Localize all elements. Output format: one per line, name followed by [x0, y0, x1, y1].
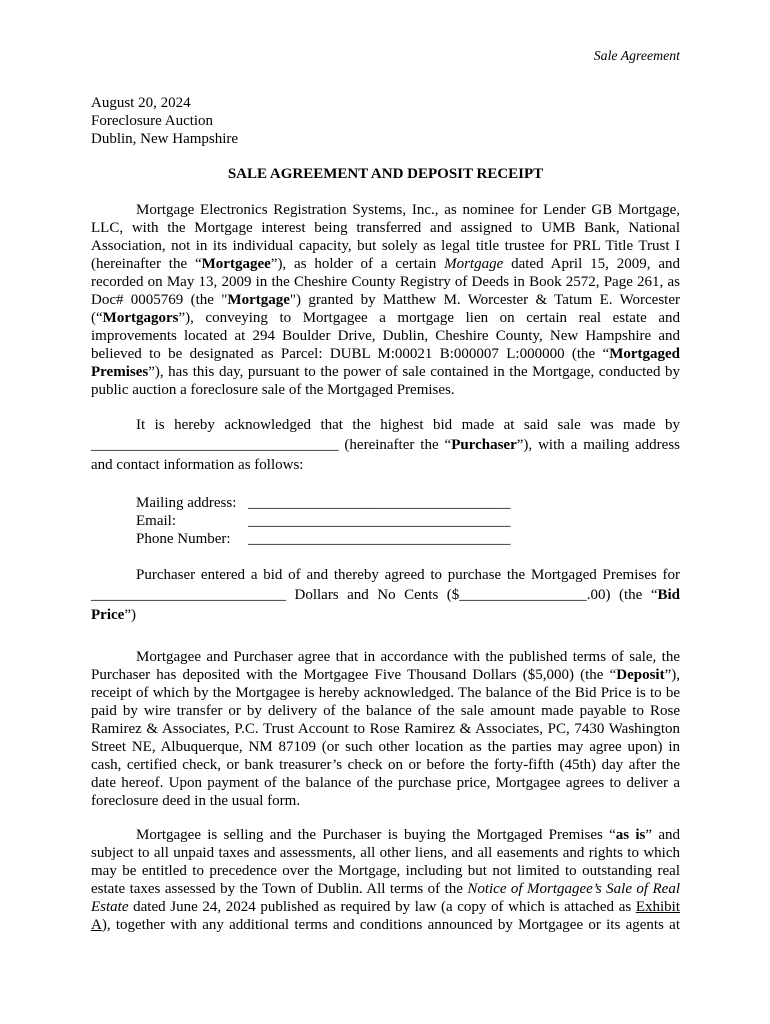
text-run: Mortgage Electronics Registration Systems, Inc., as nominee for Lender GB Mortgage,	[136, 202, 680, 218]
text-run: Mortgagee is selling and the Purchaser is buying the Mortgaged Premises “	[136, 827, 616, 843]
text-run: date hereof. Upon payment of the balance of the purchase price, Mortgagee agrees to deliver a	[91, 775, 680, 791]
text-run: (“	[91, 310, 103, 326]
paragraph-line	[91, 255, 680, 273]
text-run: ”)	[124, 607, 136, 623]
paragraph-line	[91, 237, 680, 255]
paragraph-line	[91, 585, 680, 605]
text-run: ”), has this day, pursuant to the power of sale contained in the Mortgage, conducted by	[148, 364, 680, 380]
paragraph-line	[91, 455, 680, 475]
dateline	[91, 94, 680, 148]
text-run: foreclosure deed in the usual form.	[91, 793, 301, 809]
as-is-paragraph	[91, 826, 680, 934]
italic-term: Mortgage	[444, 256, 504, 272]
auction-type: Foreclosure Auction	[91, 113, 214, 129]
paragraph-line	[91, 435, 680, 455]
paragraph-line	[91, 720, 680, 738]
paragraph-line	[91, 898, 680, 916]
text-run: It is hereby acknowledged that the highest bid made at said sale was made by	[136, 417, 680, 433]
paragraph-line	[91, 916, 680, 934]
defined-term: Deposit	[616, 667, 665, 683]
paragraph-line	[91, 327, 680, 345]
field-blank-line: ___________________________________	[248, 513, 511, 529]
text-run: Doc# 0005769 (the "	[91, 292, 228, 308]
paragraph-line	[91, 273, 680, 291]
text-run: ”), conveying to Mortgagee a mortgage lien on certain real estate and	[178, 310, 680, 326]
paragraph-line	[91, 309, 680, 327]
notice-title: Estate	[91, 899, 129, 915]
text-run: improvements located at 294 Boulder Drive, Dublin, Cheshire County, New Hampshire and	[91, 328, 680, 344]
auction-location: Dublin, New Hampshire	[91, 131, 239, 147]
auction-date: August 20, 2024	[91, 95, 191, 111]
text-run: receipt of which by the Mortgagee is hereby acknowledged. The balance of the Bid Price is to be	[91, 685, 680, 701]
text-run: believed to be designated as Parcel: DUBL M:00021 B:000007 L:000000 (the “	[91, 346, 610, 362]
purchaser-acknowledgement-paragraph	[91, 415, 680, 475]
text-run: Purchaser has deposited with the Mortgagee Five Thousand Dollars ($5,000) (the “	[91, 667, 617, 683]
text-run: dated April 15, 2009, and	[503, 256, 680, 272]
paragraph-line	[91, 702, 680, 720]
text-run: Mortgagee and Purchaser agree that in accordance with the published terms of sale, the	[136, 649, 680, 665]
text-run: and contact information as follows:	[91, 457, 304, 473]
paragraph-line	[91, 201, 680, 219]
paragraph-line	[91, 415, 680, 435]
text-run: Purchaser entered a bid of and thereby agreed to purchase the Mortgaged Premises for	[136, 567, 680, 583]
paragraph-line	[91, 756, 680, 774]
paragraph-line	[91, 826, 680, 844]
email-field	[91, 512, 680, 530]
exhibit-reference: A	[91, 917, 102, 933]
defined-term: Premises	[91, 364, 149, 380]
defined-term: Mortgage	[227, 292, 290, 308]
text-run: (hereinafter the “	[91, 256, 202, 272]
paragraph-line	[91, 363, 680, 381]
defined-term: as is	[615, 827, 646, 843]
exhibit-reference: Exhibit	[635, 899, 680, 915]
recital-paragraph	[91, 201, 680, 399]
running-header: Sale Agreement	[593, 48, 680, 63]
defined-term: Mortgagee	[201, 256, 271, 272]
text-run: ”), with a mailing address	[516, 437, 680, 453]
defined-term: Bid	[657, 587, 680, 603]
text-run: ") granted by Matthew M. Worcester & Tatum E. Worcester	[289, 292, 680, 308]
text-run: ), together with any additional terms and conditions announced by Mortgagee or its agents at	[101, 917, 680, 933]
paragraph-line	[91, 648, 680, 666]
text-run: ”), as holder of a certain	[270, 256, 445, 272]
text-run: subject to all unpaid taxes and assessments, all other liens, and all easements and rights to which	[91, 845, 680, 861]
text-run: may be entitled to precedence over the Mortgage, including but not limited to outstanding real	[91, 863, 680, 879]
field-blank-line: ___________________________________	[248, 531, 511, 547]
defined-term: Price	[91, 607, 125, 623]
paragraph-line	[91, 345, 680, 363]
paragraph-line	[91, 862, 680, 880]
defined-term: Purchaser	[451, 437, 517, 453]
purchaser-contact-fields	[91, 494, 680, 548]
paragraph-line	[91, 219, 680, 237]
text-run: cash, certified check, or bank treasurer’s check on or before the forty-fifth (45th) day after the	[91, 757, 680, 773]
text-run: ”),	[664, 667, 680, 683]
text-run: paid by wire transfer or by delivery of the balance of the sale amount made payable to Rose	[91, 703, 680, 719]
text-run: _________________________________ (hereinafter the “	[91, 437, 452, 453]
text-run: estate taxes assessed by the Town of Dublin. All terms of the	[91, 881, 468, 897]
text-run: ” and	[645, 827, 680, 843]
paragraph-line	[91, 291, 680, 309]
text-run: public auction a foreclosure sale of the Mortgaged Premises.	[91, 382, 455, 398]
paragraph-line	[91, 605, 680, 625]
paragraph-line	[91, 738, 680, 756]
field-label: Phone Number:	[136, 531, 231, 547]
text-run: Street NE, Albuquerque, NM 87109 (or such other location as the parties may agree upon) in	[91, 739, 680, 755]
field-blank-line: ___________________________________	[248, 495, 511, 511]
text-run: Ramirez & Associates, P.C. Trust Account to Rose Ramirez & Associates, PC, 7430 Washington	[91, 721, 680, 737]
bid-price-paragraph	[91, 565, 680, 625]
paragraph-line	[91, 792, 680, 810]
field-label: Email:	[136, 513, 176, 529]
text-run: LLC, with the Mortgage interest being transferred and assigned to UMB Bank, National	[91, 220, 680, 236]
defined-term: Mortgagors	[102, 310, 179, 326]
paragraph-line	[91, 880, 680, 898]
paragraph-line	[91, 844, 680, 862]
paragraph-line	[91, 684, 680, 702]
phone-number-field	[91, 530, 680, 548]
text-run: Association, not in its individual capacity, but solely as legal title trustee for PRL Title Trust I	[91, 238, 680, 254]
deposit-paragraph	[91, 648, 680, 810]
text-run: recorded on May 13, 2009 in the Cheshire County Registry of Deeds in Book 2572, Page 261, as	[91, 274, 680, 290]
text-run: dated June 24, 2024 published as required by law (a copy of which is attached as	[128, 899, 636, 915]
defined-term: Mortgaged	[609, 346, 680, 362]
field-label: Mailing address:	[136, 495, 237, 511]
paragraph-line	[91, 381, 680, 399]
document-title: SALE AGREEMENT AND DEPOSIT RECEIPT	[227, 166, 544, 182]
mailing-address-field	[91, 494, 680, 512]
paragraph-line	[91, 565, 680, 585]
text-run: __________________________ Dollars and No Cents ($_________________.00) (the “	[91, 587, 658, 603]
paragraph-line	[91, 666, 680, 684]
notice-title: Notice of Mortgagee’s Sale of Real	[467, 881, 680, 897]
paragraph-line	[91, 774, 680, 792]
